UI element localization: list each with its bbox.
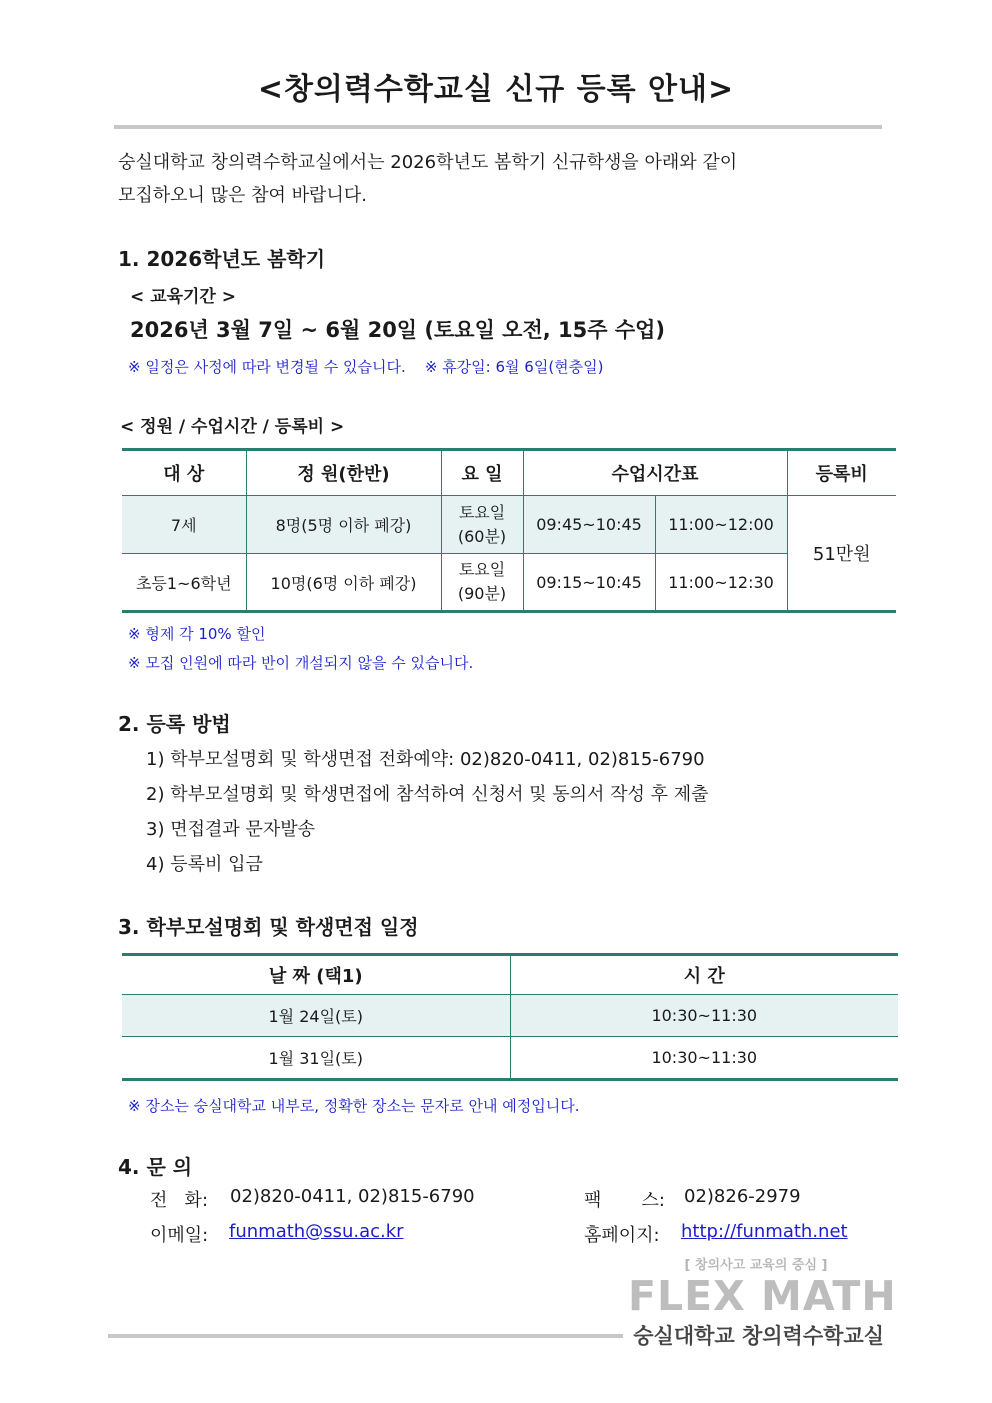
row2-time2: 11:00~12:30	[655, 554, 787, 612]
row1-duration: (60분)	[457, 526, 507, 546]
row1-time1: 09:45~10:45	[523, 496, 655, 554]
row1-day-name: 토요일	[458, 502, 506, 522]
list-item: 4) 등록비 입금	[146, 854, 263, 875]
row2-time1: 09:15~10:45	[523, 554, 655, 612]
header-time: 시 간	[510, 955, 898, 995]
section4-heading: 4. 문 의	[118, 1155, 193, 1179]
row1-day	[441, 496, 523, 554]
row2-day-name: 토요일	[458, 560, 506, 579]
header-fee: 등록비	[787, 450, 896, 496]
table-row	[122, 554, 896, 612]
logo-tagline: [ 창의사고 교육의 중심 ]	[684, 1258, 828, 1273]
fax-label: 팩 스:	[584, 1190, 665, 1211]
page-title: <창의력수학교실 신규 등록 안내>	[257, 72, 735, 107]
homepage-link[interactable]: http://funmath.net	[681, 1221, 848, 1242]
discount-note: ※ 형제 각 10% 할인	[128, 625, 266, 643]
row2-day	[441, 554, 523, 612]
schedule-time-2: 10:30~11:30	[510, 1037, 898, 1080]
schedule-header-row	[122, 955, 898, 995]
period-value: 2026년 3월 7일 ~ 6월 20일 (토요일 오전, 15주 수업)	[130, 318, 666, 342]
schedule-time-1: 10:30~11:30	[510, 995, 898, 1037]
schedule-date-1: 1월 24일(토)	[122, 995, 510, 1037]
row1-target: 7세	[122, 496, 246, 554]
email-link[interactable]: funmath@ssu.ac.kr	[229, 1221, 404, 1242]
schedule-date-2: 1월 31일(토)	[122, 1037, 510, 1080]
period-label: < 교육기간 >	[130, 287, 237, 307]
section2-heading: 2. 등록 방법	[118, 712, 231, 736]
section1-heading: 1. 2026학년도 봄학기	[118, 247, 326, 271]
table-row	[122, 995, 898, 1037]
header-date: 날 짜 (택1)	[122, 955, 510, 995]
class-table	[122, 448, 896, 613]
table-row	[122, 1037, 898, 1080]
header-capacity: 정 원(한반)	[246, 450, 441, 496]
header-day: 요 일	[441, 450, 523, 496]
title-divider	[114, 125, 882, 129]
flexmath-logo: FLEX MATH	[628, 1272, 897, 1320]
homepage-label: 홈페이지:	[584, 1225, 660, 1246]
organization-name: 숭실대학교 창의력수학교실	[633, 1324, 884, 1348]
list-item: 3) 면접결과 문자발송	[146, 819, 316, 840]
phone-label: 전 화:	[150, 1190, 209, 1211]
row1-time2: 11:00~12:00	[655, 496, 787, 554]
enrollment-note: ※ 모집 인원에 따라 반이 개설되지 않을 수 있습니다.	[128, 654, 474, 672]
row1-capacity: 8명(5명 이하 폐강)	[246, 496, 441, 554]
class-table-header-row	[122, 450, 896, 496]
fee-cell: 51만원	[787, 496, 896, 612]
list-item: 1) 학부모설명회 및 학생면접 전화예약: 02)820-0411, 02)815-6790	[146, 749, 705, 770]
schedule-note: ※ 일정은 사정에 따라 변경될 수 있습니다. ※ 휴강일: 6월 6일(현충일)	[128, 358, 604, 376]
fax-value: 02)826-2979	[684, 1186, 801, 1207]
header-timetable: 수업시간표	[523, 450, 787, 496]
table-label: < 정원 / 수업시간 / 등록비 >	[120, 417, 345, 437]
row2-target: 초등1~6학년	[122, 554, 246, 612]
list-item: 2) 학부모설명회 및 학생면접에 참석하여 신청서 및 동의서 작성 후 제출	[146, 784, 709, 805]
intro-line-2: 모집하오니 많은 참여 바랍니다.	[118, 185, 367, 206]
row2-duration: (90분)	[457, 584, 507, 603]
table-row	[122, 496, 896, 554]
intro-line-1: 숭실대학교 창의력수학교실에서는 2026학년도 봄학기 신규학생을 아래와 같이	[118, 152, 738, 173]
row2-capacity: 10명(6명 이하 폐강)	[246, 554, 441, 612]
schedule-table	[122, 953, 898, 1081]
intro-paragraph	[118, 146, 888, 212]
section3-heading: 3. 학부모설명회 및 학생면접 일정	[118, 915, 419, 939]
footer-divider	[108, 1334, 623, 1338]
email-label: 이메일:	[150, 1225, 209, 1246]
header-target: 대 상	[122, 450, 246, 496]
venue-note: ※ 장소는 숭실대학교 내부로, 정확한 장소는 문자로 안내 예정입니다.	[128, 1097, 580, 1115]
phone-value: 02)820-0411, 02)815-6790	[230, 1186, 475, 1207]
